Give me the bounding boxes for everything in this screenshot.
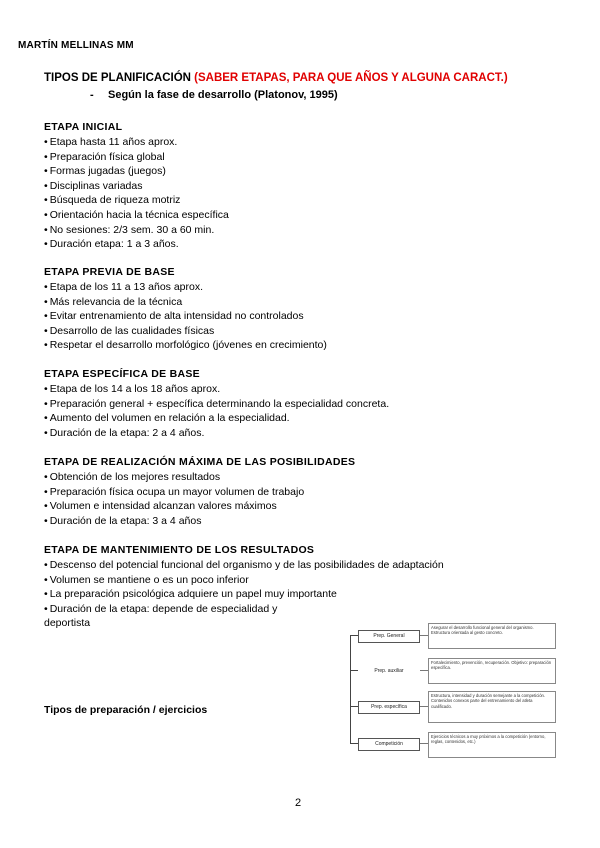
diagram-arrow (420, 743, 428, 744)
diagram-desc-prep-auxiliar: Fortalecimiento, prevención, recuperación. Objetivo: preparación específica. (428, 658, 556, 684)
subtitle (90, 89, 338, 101)
section-etapa-previa-de-base (44, 265, 327, 353)
section-title: ETAPA ESPECÍFICA DE BASE (44, 368, 200, 380)
list-item: • Preparación física ocupa un mayor volumen de trabajo (44, 485, 355, 500)
section-title: ETAPA PREVIA DE BASE (44, 266, 175, 278)
list-item: • Volumen se mantiene o es un poco inferior (44, 573, 444, 588)
document-heading (44, 72, 508, 84)
list-item: • Etapa de los 11 a 13 años aprox. (44, 280, 327, 295)
diagram-desc-prep-especifica: Estructura, intensidad y duración semejante a la competición. Contenidos conexos parte del entrenamiento del atleta cualificado. (428, 691, 556, 723)
list-item-continuation: deportista (44, 617, 91, 630)
list-item: • Duración etapa: 1 a 3 años. (44, 237, 229, 252)
diagram-branch (350, 670, 358, 671)
diagram-arrow (420, 670, 428, 671)
section-title: ETAPA INICIAL (44, 121, 123, 133)
diagram-connector-line (350, 635, 351, 743)
list-item: • Más relevancia de la técnica (44, 295, 327, 310)
section-etapa-especifica-de-base (44, 367, 389, 440)
list-item: • Respetar el desarrollo morfológico (jóvenes en crecimiento) (44, 338, 327, 353)
list-item: • Orientación hacia la técnica específica (44, 208, 229, 223)
diagram-node-prep-auxiliar: Prep. auxiliar (358, 665, 420, 678)
author-name: MARTÍN MELLINAS MM (18, 40, 134, 51)
section-title: ETAPA DE MANTENIMIENTO DE LOS RESULTADOS (44, 544, 315, 556)
list-item: • Desarrollo de las cualidades físicas (44, 324, 327, 339)
list-item: • Preparación general + específica determinando la especialidad concreta. (44, 397, 389, 412)
section-etapa-realizacion-maxima (44, 455, 355, 528)
list-item: • Volumen e intensidad alcanzan valores máximos (44, 499, 355, 514)
diagram-arrow (420, 635, 428, 636)
list-item: • Aumento del volumen en relación a la especialidad. (44, 411, 389, 426)
list-item: • Etapa hasta 11 años aprox. (44, 135, 229, 150)
list-item: • Disciplinas variadas (44, 179, 229, 194)
diagram-branch (350, 706, 358, 707)
diagram-desc-competicion: Ejercicios técnicos a muy próximos a la competición (entorno, reglas, contenidos, etc.) (428, 732, 556, 758)
heading-note: (SABER ETAPAS, PARA QUE AÑOS Y ALGUNA CARACT.) (194, 72, 508, 84)
diagram-branch (350, 635, 358, 636)
section-etapa-mantenimiento (44, 543, 444, 631)
diagram-branch (350, 743, 358, 744)
section-etapa-inicial (44, 120, 229, 252)
list-item: • No sesiones: 2/3 sem. 30 a 60 min. (44, 223, 229, 238)
list-item: • Duración de la etapa: depende de especialidad y (44, 602, 444, 617)
list-item: • Formas jugadas (juegos) (44, 164, 229, 179)
list-item: • Obtención de los mejores resultados (44, 470, 355, 485)
diagram-node-prep-especifica: Prep. específica (358, 701, 420, 714)
list-item: • La preparación psicológica adquiere un papel muy importante (44, 587, 444, 602)
heading-main: TIPOS DE PLANIFICACIÓN (44, 72, 195, 84)
page-number: 2 (295, 797, 302, 809)
diagram-node-prep-general: Prep. General (358, 630, 420, 643)
diagram-desc-prep-general: Asegurar el desarrollo funcional general del organismo. Estructura orientada al gesto concreto. (428, 623, 556, 649)
preparation-diagram (344, 622, 566, 770)
preparation-types-label: Tipos de preparación / ejercicios (44, 704, 208, 716)
list-item: • Búsqueda de riqueza motriz (44, 193, 229, 208)
list-item: • Duración de la etapa: 3 a 4 años (44, 514, 355, 529)
list-item: • Etapa de los 14 a los 18 años aprox. (44, 382, 389, 397)
section-title: ETAPA DE REALIZACIÓN MÁXIMA DE LAS POSIBILIDADES (44, 456, 356, 468)
list-item: • Duración de la etapa: 2 a 4 años. (44, 426, 389, 441)
list-item: • Preparación física global (44, 150, 229, 165)
list-item: • Evitar entrenamiento de alta intensidad no controlados (44, 309, 327, 324)
list-item: • Descenso del potencial funcional del organismo y de las posibilidades de adaptación (44, 558, 444, 573)
subtitle-dash: - (90, 89, 94, 101)
subtitle-text: Según la fase de desarrollo (Platonov, 1995) (108, 89, 338, 101)
diagram-node-competicion: Competición (358, 738, 420, 751)
diagram-arrow (420, 706, 428, 707)
